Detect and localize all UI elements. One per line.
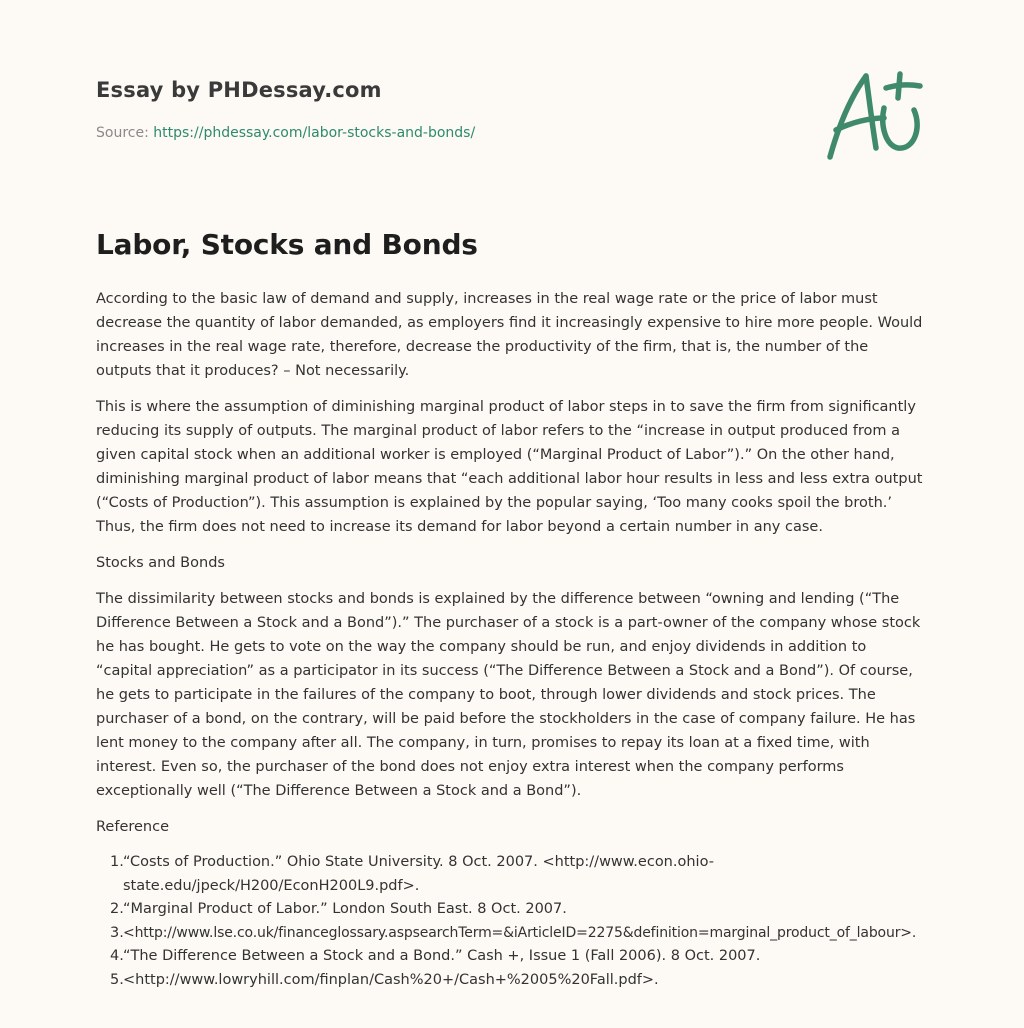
- reference-item: [96, 945, 926, 969]
- reference-list: [96, 851, 926, 992]
- paragraph: The dissimilarity between stocks and bonds is explained by the difference between “owning and lending (“The Difference Between a Stock and a Bond”).” The purchaser of a stock is a part-owner of the company whose stock he has bought. He gets to vote on the way the company should be run, and enjoy dividends in addition to “capital appreciation” as a participator in its success (“The Difference Between a Stock and a Bond”). Of course, he gets to participate in the failures of the company to boot, through lower dividends and stock prices. The purchaser of a bond, on the contrary, will be paid before the stockholders in the case of company failure. He has lent money to the company after all. The company, in turn, promises to repay its loan at a fixed time, with interest. Even so, the purchaser of the bond does not enjoy extra interest when the company performs exceptionally well (“The Difference Between a Stock and a Bond”).: [96, 591, 921, 799]
- reference-number: 4.: [110, 948, 124, 964]
- reference-number: 3.: [110, 924, 124, 941]
- source-label: Source:: [96, 125, 154, 141]
- reference-text: <http://www.lse.co.uk/financeglossary.aspsearchTerm=&iArticleID=2275&definition=marginal_product_of_labour>.: [123, 924, 917, 941]
- page-header: [96, 76, 796, 143]
- reference-number: 1.: [110, 854, 124, 870]
- source-line: [96, 123, 796, 143]
- a-plus-logo-icon: [822, 68, 926, 164]
- reference-item: [96, 851, 926, 898]
- paragraph: According to the basic law of demand and supply, increases in the real wage rate or the price of labor must decrease the quantity of labor demanded, as employers find it increasingly expensive to hire more people. Would increases in the real wage rate, therefore, decrease the productivity of the firm, that is, the number of the outputs that it produces? – Not necessarily.: [96, 291, 923, 379]
- reference-item: [96, 922, 926, 946]
- section-heading: Stocks and Bonds: [96, 555, 225, 571]
- essay-content: [96, 226, 926, 992]
- reference-text: “Costs of Production.” Ohio State University. 8 Oct. 2007. <http://www.econ.ohio- state.edu/jpeck/H200/EconH200L9.pdf>.: [123, 854, 714, 894]
- site-title: Essay by PHDessay.com: [96, 78, 382, 102]
- essay-title: Labor, Stocks and Bonds: [96, 228, 478, 261]
- reference-item: [96, 969, 926, 993]
- reference-text: “The Difference Between a Stock and a Bond.” Cash +, Issue 1 (Fall 2006). 8 Oct. 2007.: [123, 948, 761, 964]
- reference-item: [96, 898, 926, 922]
- reference-text: <http://www.lowryhill.com/finplan/Cash%20+/Cash+%2005%20Fall.pdf>.: [123, 971, 659, 988]
- reference-text: “Marginal Product of Labor.” London South East. 8 Oct. 2007.: [123, 901, 567, 917]
- paragraph: This is where the assumption of diminishing marginal product of labor steps in to save the firm from significantly reducing its supply of outputs. The marginal product of labor refers to the “increase in output produced from a given capital stock when an additional worker is employed (“Marginal Product of Labor”).” On the other hand, diminishing marginal product of labor means that “each additional labor hour results in less and less extra output (“Costs of Production”). This assumption is explained by the popular saying, ‘Too many cooks spoil the broth.’ Thus, the firm does not need to increase its demand for labor beyond a certain number in any case.: [96, 399, 923, 535]
- reference-number: 5.: [110, 971, 124, 988]
- reference-heading: Reference: [96, 819, 170, 835]
- source-link[interactable]: https://phdessay.com/labor-stocks-and-bonds/: [153, 125, 476, 141]
- reference-number: 2.: [110, 901, 124, 917]
